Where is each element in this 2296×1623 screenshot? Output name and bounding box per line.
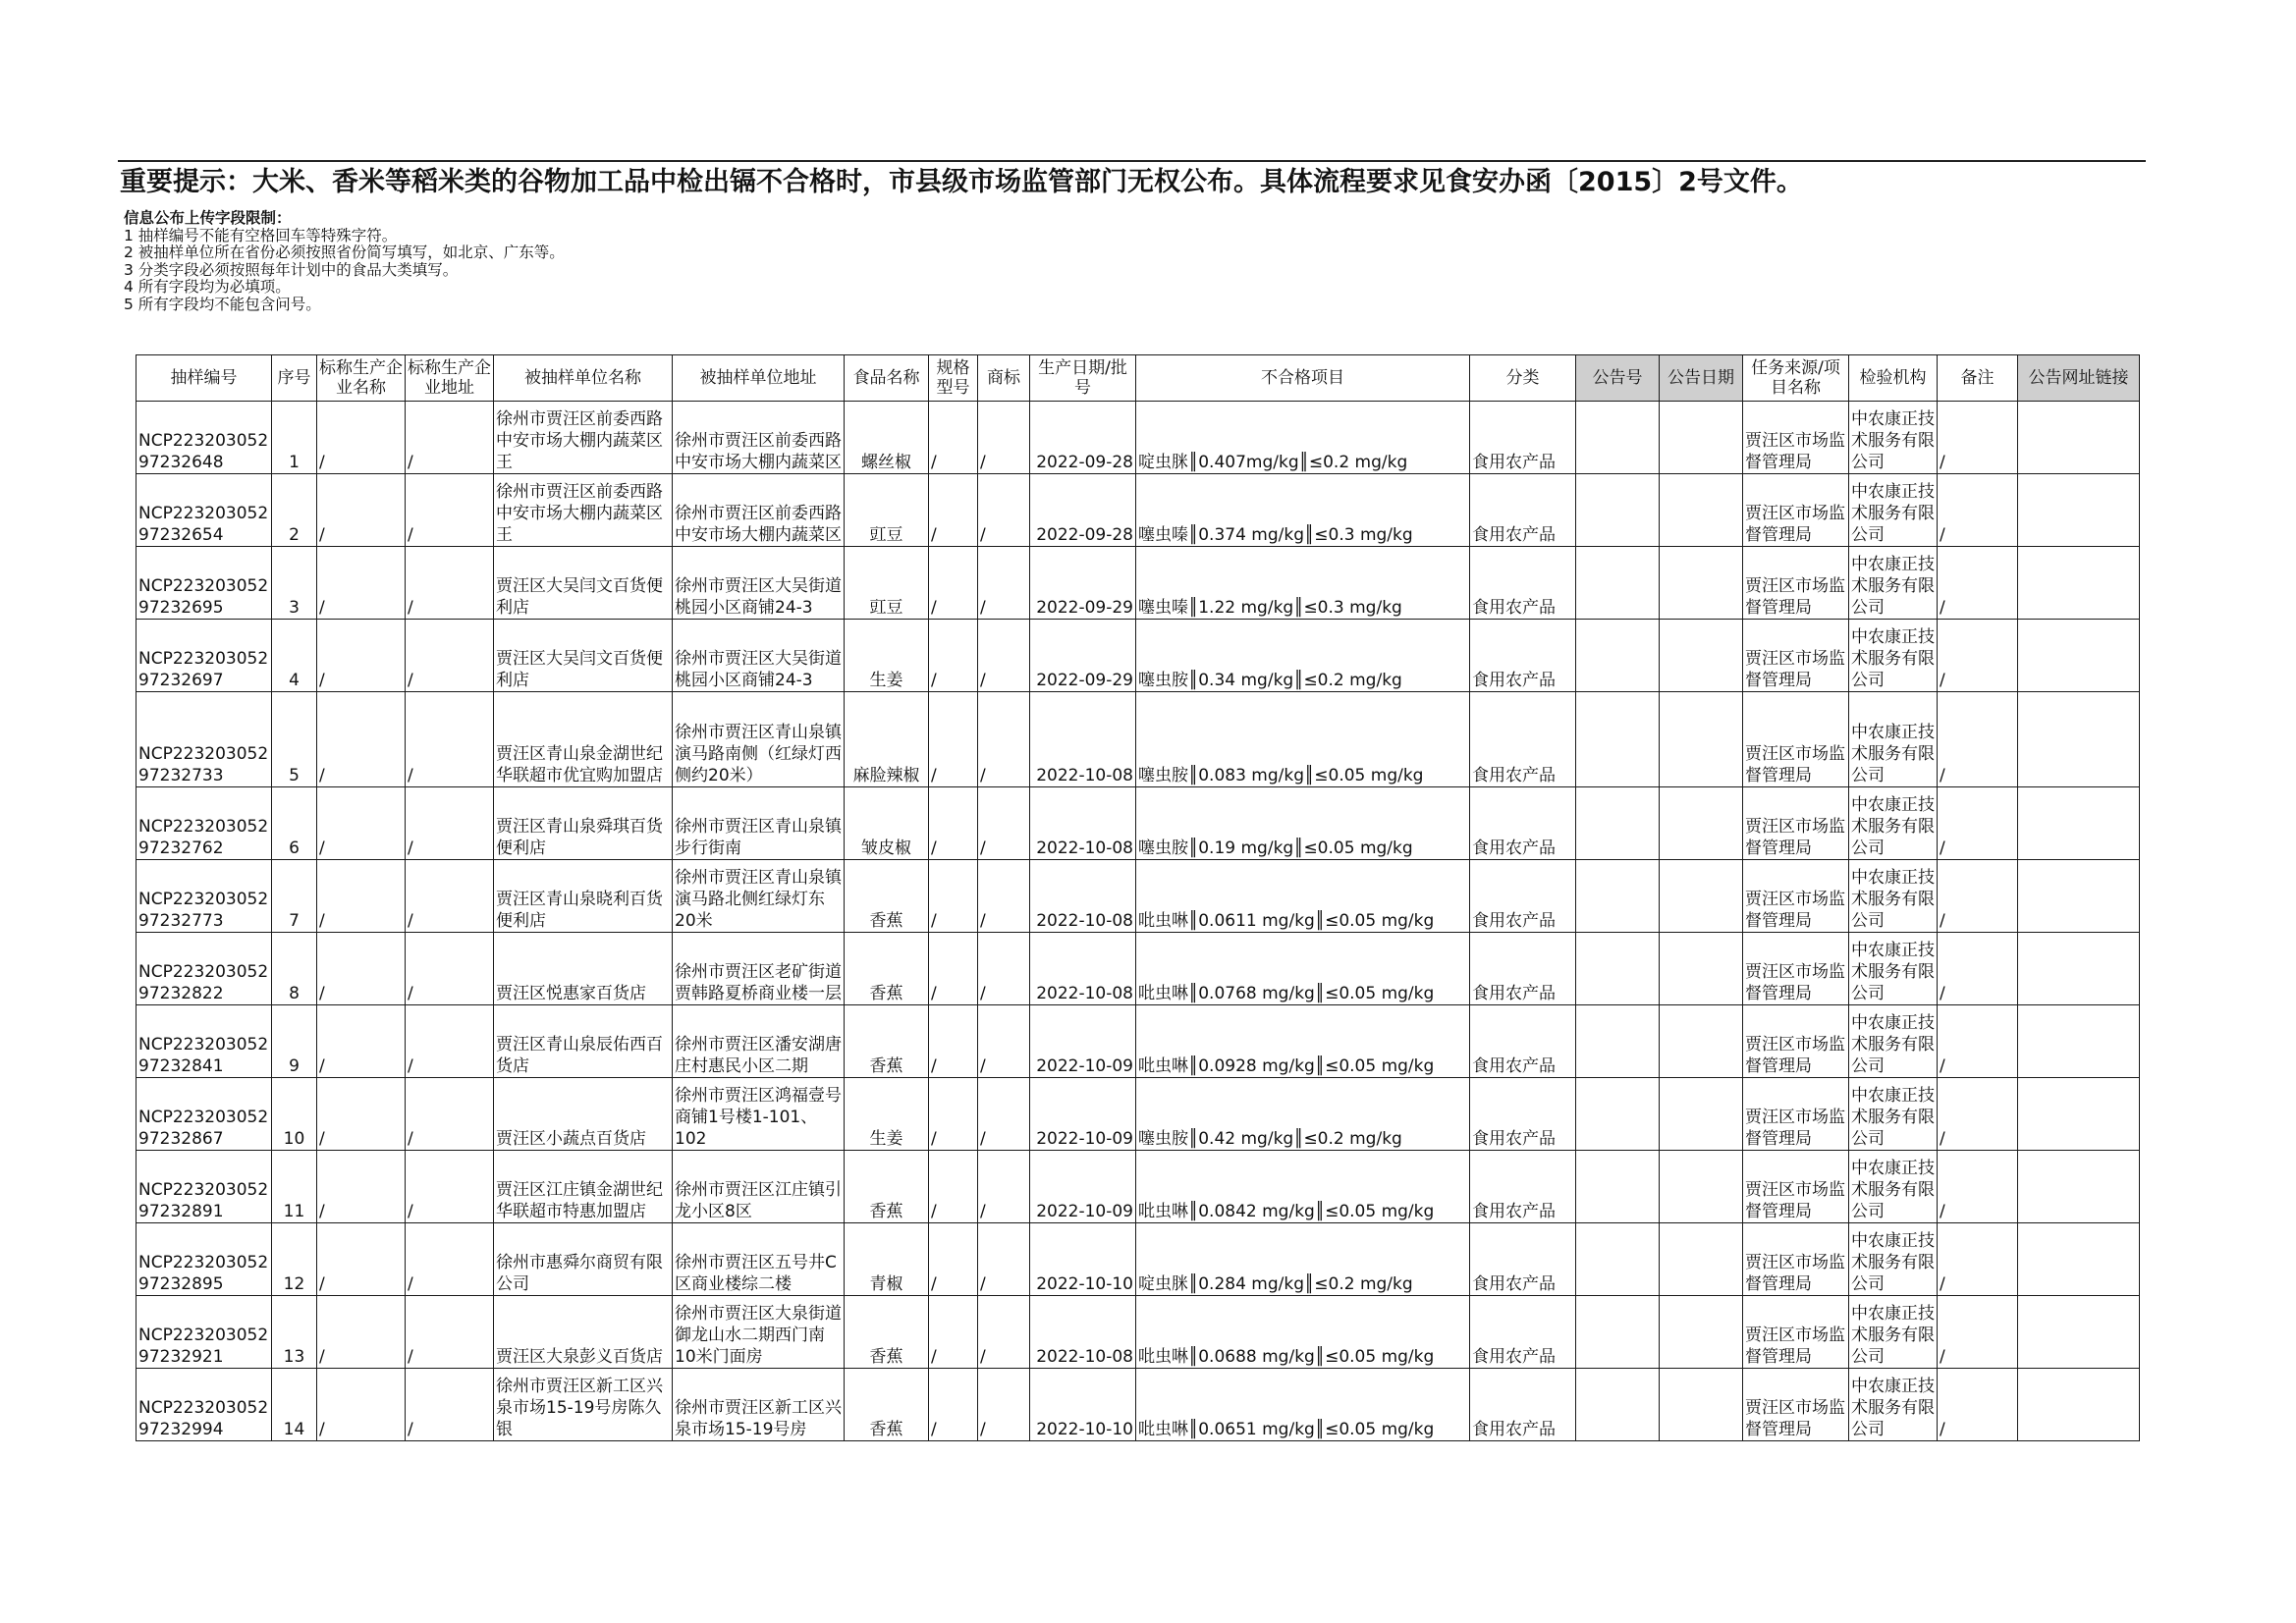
table-row xyxy=(137,1151,2140,1223)
cell-task-source: 贾汪区市场监督管理局 xyxy=(1743,402,1849,474)
cell-task-source: 贾汪区市场监督管理局 xyxy=(1743,860,1849,933)
table-row xyxy=(137,1369,2140,1441)
col-header-unit-name: 被抽样单位名称 xyxy=(494,355,673,402)
cell-spec: / xyxy=(929,692,978,787)
col-header-unit-addr: 被抽样单位地址 xyxy=(673,355,845,402)
cell-seq: 14 xyxy=(272,1369,317,1441)
cell-mfr-name: / xyxy=(317,787,406,860)
cell-seq: 6 xyxy=(272,787,317,860)
cell-brand: / xyxy=(978,787,1030,860)
cell-unit-name: 贾汪区大吴闫文百货便利店 xyxy=(494,620,673,692)
cell-mfr-name: / xyxy=(317,1005,406,1078)
cell-brand: / xyxy=(978,933,1030,1005)
cell-unit-addr: 徐州市贾汪区江庄镇引龙小区8区 xyxy=(673,1151,845,1223)
cell-spec: / xyxy=(929,547,978,620)
col-header-notice-date: 公告日期 xyxy=(1660,355,1743,402)
col-header-source: 任务来源/项目名称 xyxy=(1743,355,1849,402)
cell-food-name: 麻脸辣椒 xyxy=(845,692,929,787)
cell-notice-date xyxy=(1660,933,1743,1005)
upload-field-rules xyxy=(124,210,1302,314)
cell-notice-no xyxy=(1576,474,1660,547)
cell-food-name: 豇豆 xyxy=(845,474,929,547)
cell-sample-code: NCP22320305297232895 xyxy=(137,1223,272,1296)
table-row xyxy=(137,1078,2140,1151)
cell-failed-item: 啶虫脒║0.284 mg/kg║≤0.2 mg/kg xyxy=(1136,1223,1470,1296)
cell-production-date: 2022-10-10 xyxy=(1030,1369,1136,1441)
cell-unit-name: 贾汪区青山泉辰佑西百货店 xyxy=(494,1005,673,1078)
important-notice: 重要提示：大米、香米等稻米类的谷物加工品中检出镉不合格时，市县级市场监管部门无权公布。具体流程要求见食安办函〔2015〕2号文件。 xyxy=(120,167,1803,197)
cell-notice-url xyxy=(2018,620,2140,692)
cell-remark: / xyxy=(1938,1369,2018,1441)
cell-category: 食用农产品 xyxy=(1470,860,1576,933)
cell-unit-name: 贾汪区大泉彭义百货店 xyxy=(494,1296,673,1369)
rule-item: 4 所有字段均为必填项。 xyxy=(124,278,291,297)
cell-sample-code: NCP22320305297232695 xyxy=(137,547,272,620)
cell-category: 食用农产品 xyxy=(1470,1369,1576,1441)
cell-notice-date xyxy=(1660,402,1743,474)
cell-mfr-name: / xyxy=(317,547,406,620)
cell-mfr-name: / xyxy=(317,474,406,547)
cell-failed-item: 噻虫胺║0.42 mg/kg║≤0.2 mg/kg xyxy=(1136,1078,1470,1151)
cell-mfr-name: / xyxy=(317,1369,406,1441)
cell-test-lab: 中农康正技术服务有限公司 xyxy=(1849,933,1938,1005)
cell-test-lab: 中农康正技术服务有限公司 xyxy=(1849,402,1938,474)
cell-failed-item: 吡虫啉║0.0928 mg/kg║≤0.05 mg/kg xyxy=(1136,1005,1470,1078)
sampling-results-table xyxy=(136,354,2140,1441)
cell-production-date: 2022-10-08 xyxy=(1030,692,1136,787)
table-row xyxy=(137,933,2140,1005)
cell-remark: / xyxy=(1938,1296,2018,1369)
cell-mfr-name: / xyxy=(317,402,406,474)
table-row xyxy=(137,692,2140,787)
cell-category: 食用农产品 xyxy=(1470,547,1576,620)
cell-unit-name: 贾汪区青山泉舜琪百货便利店 xyxy=(494,787,673,860)
cell-unit-name: 贾汪区大吴闫文百货便利店 xyxy=(494,547,673,620)
cell-category: 食用农产品 xyxy=(1470,474,1576,547)
cell-remark: / xyxy=(1938,402,2018,474)
cell-sample-code: NCP22320305297232891 xyxy=(137,1151,272,1223)
cell-unit-name: 贾汪区青山泉晓利百货便利店 xyxy=(494,860,673,933)
cell-notice-no xyxy=(1576,620,1660,692)
cell-unit-name: 贾汪区青山泉金湖世纪华联超市优宜购加盟店 xyxy=(494,692,673,787)
col-header-notice-no: 公告号 xyxy=(1576,355,1660,402)
cell-mfr-addr: / xyxy=(406,1296,494,1369)
cell-test-lab: 中农康正技术服务有限公司 xyxy=(1849,1369,1938,1441)
cell-seq: 11 xyxy=(272,1151,317,1223)
cell-remark: / xyxy=(1938,620,2018,692)
cell-failed-item: 噻虫嗪║0.374 mg/kg║≤0.3 mg/kg xyxy=(1136,474,1470,547)
rules-title: 信息公布上传字段限制： xyxy=(124,209,292,227)
cell-task-source: 贾汪区市场监督管理局 xyxy=(1743,1223,1849,1296)
cell-spec: / xyxy=(929,1223,978,1296)
cell-notice-url xyxy=(2018,860,2140,933)
table-row xyxy=(137,787,2140,860)
cell-failed-item: 吡虫啉║0.0688 mg/kg║≤0.05 mg/kg xyxy=(1136,1296,1470,1369)
cell-notice-url xyxy=(2018,787,2140,860)
rule-item: 2 被抽样单位所在省份必须按照省份简写填写，如北京、广东等。 xyxy=(124,243,565,262)
cell-notice-url xyxy=(2018,933,2140,1005)
cell-mfr-addr: / xyxy=(406,787,494,860)
cell-test-lab: 中农康正技术服务有限公司 xyxy=(1849,1005,1938,1078)
cell-mfr-addr: / xyxy=(406,692,494,787)
table-body xyxy=(137,402,2140,1441)
col-header-mfr-name: 标称生产企业名称 xyxy=(317,355,406,402)
cell-notice-url xyxy=(2018,547,2140,620)
cell-category: 食用农产品 xyxy=(1470,1223,1576,1296)
cell-remark: / xyxy=(1938,860,2018,933)
cell-notice-date xyxy=(1660,692,1743,787)
cell-seq: 10 xyxy=(272,1078,317,1151)
cell-seq: 5 xyxy=(272,692,317,787)
cell-notice-url xyxy=(2018,1296,2140,1369)
cell-brand: / xyxy=(978,547,1030,620)
col-header-date: 生产日期/批号 xyxy=(1030,355,1136,402)
cell-mfr-addr: / xyxy=(406,402,494,474)
col-header-lab: 检验机构 xyxy=(1849,355,1938,402)
cell-sample-code: NCP22320305297232867 xyxy=(137,1078,272,1151)
cell-sample-code: NCP22320305297232654 xyxy=(137,474,272,547)
cell-food-name: 香蕉 xyxy=(845,1369,929,1441)
col-header-url: 公告网址链接 xyxy=(2018,355,2140,402)
cell-notice-date xyxy=(1660,1223,1743,1296)
cell-test-lab: 中农康正技术服务有限公司 xyxy=(1849,1296,1938,1369)
cell-notice-url xyxy=(2018,402,2140,474)
cell-sample-code: NCP22320305297232841 xyxy=(137,1005,272,1078)
cell-seq: 8 xyxy=(272,933,317,1005)
cell-category: 食用农产品 xyxy=(1470,933,1576,1005)
top-rule xyxy=(118,160,2146,162)
cell-notice-url xyxy=(2018,692,2140,787)
cell-brand: / xyxy=(978,1151,1030,1223)
cell-mfr-addr: / xyxy=(406,474,494,547)
cell-mfr-addr: / xyxy=(406,1223,494,1296)
cell-mfr-name: / xyxy=(317,692,406,787)
cell-notice-no xyxy=(1576,1151,1660,1223)
cell-notice-url xyxy=(2018,1078,2140,1151)
cell-remark: / xyxy=(1938,1151,2018,1223)
cell-notice-date xyxy=(1660,474,1743,547)
table-row xyxy=(137,1296,2140,1369)
cell-test-lab: 中农康正技术服务有限公司 xyxy=(1849,474,1938,547)
cell-production-date: 2022-09-28 xyxy=(1030,402,1136,474)
cell-production-date: 2022-10-08 xyxy=(1030,933,1136,1005)
cell-test-lab: 中农康正技术服务有限公司 xyxy=(1849,547,1938,620)
cell-test-lab: 中农康正技术服务有限公司 xyxy=(1849,787,1938,860)
col-header-mfr-addr: 标称生产企业地址 xyxy=(406,355,494,402)
cell-notice-date xyxy=(1660,1078,1743,1151)
cell-sample-code: NCP22320305297232822 xyxy=(137,933,272,1005)
cell-spec: / xyxy=(929,1005,978,1078)
table-row xyxy=(137,860,2140,933)
cell-sample-code: NCP22320305297232648 xyxy=(137,402,272,474)
cell-notice-date xyxy=(1660,1151,1743,1223)
cell-spec: / xyxy=(929,402,978,474)
cell-production-date: 2022-09-29 xyxy=(1030,547,1136,620)
cell-spec: / xyxy=(929,620,978,692)
cell-notice-no xyxy=(1576,1296,1660,1369)
cell-remark: / xyxy=(1938,933,2018,1005)
cell-food-name: 香蕉 xyxy=(845,1296,929,1369)
cell-mfr-name: / xyxy=(317,933,406,1005)
cell-category: 食用农产品 xyxy=(1470,620,1576,692)
cell-brand: / xyxy=(978,474,1030,547)
cell-seq: 7 xyxy=(272,860,317,933)
cell-spec: / xyxy=(929,933,978,1005)
table-header-row xyxy=(137,355,2140,402)
cell-test-lab: 中农康正技术服务有限公司 xyxy=(1849,1078,1938,1151)
cell-unit-addr: 徐州市贾汪区大吴街道桃园小区商铺24-3 xyxy=(673,620,845,692)
cell-notice-date xyxy=(1660,1005,1743,1078)
cell-notice-date xyxy=(1660,1369,1743,1441)
cell-failed-item: 吡虫啉║0.0768 mg/kg║≤0.05 mg/kg xyxy=(1136,933,1470,1005)
cell-spec: / xyxy=(929,787,978,860)
cell-notice-date xyxy=(1660,1296,1743,1369)
cell-brand: / xyxy=(978,860,1030,933)
cell-food-name: 生姜 xyxy=(845,620,929,692)
cell-unit-addr: 徐州市贾汪区鸿福壹号商铺1号楼1-101、102 xyxy=(673,1078,845,1151)
col-header-remark: 备注 xyxy=(1938,355,2018,402)
cell-unit-name: 徐州市贾汪区前委西路中安市场大棚内蔬菜区王 xyxy=(494,402,673,474)
cell-mfr-name: / xyxy=(317,1296,406,1369)
cell-category: 食用农产品 xyxy=(1470,692,1576,787)
cell-brand: / xyxy=(978,692,1030,787)
cell-category: 食用农产品 xyxy=(1470,1296,1576,1369)
col-header-brand: 商标 xyxy=(978,355,1030,402)
cell-food-name: 香蕉 xyxy=(845,860,929,933)
cell-production-date: 2022-10-08 xyxy=(1030,860,1136,933)
rule-item: 1 抽样编号不能有空格回车等特殊字符。 xyxy=(124,226,398,244)
cell-spec: / xyxy=(929,1369,978,1441)
cell-failed-item: 噻虫胺║0.083 mg/kg║≤0.05 mg/kg xyxy=(1136,692,1470,787)
cell-notice-url xyxy=(2018,474,2140,547)
rule-item: 5 所有字段均不能包含问号。 xyxy=(124,295,321,313)
cell-notice-no xyxy=(1576,1369,1660,1441)
cell-unit-addr: 徐州市贾汪区青山泉镇演马路南侧（红绿灯西侧约20米） xyxy=(673,692,845,787)
cell-unit-addr: 徐州市贾汪区前委西路中安市场大棚内蔬菜区 xyxy=(673,402,845,474)
cell-brand: / xyxy=(978,1369,1030,1441)
cell-mfr-name: / xyxy=(317,1151,406,1223)
cell-food-name: 青椒 xyxy=(845,1223,929,1296)
cell-task-source: 贾汪区市场监督管理局 xyxy=(1743,1151,1849,1223)
cell-mfr-name: / xyxy=(317,860,406,933)
cell-notice-date xyxy=(1660,787,1743,860)
cell-test-lab: 中农康正技术服务有限公司 xyxy=(1849,620,1938,692)
cell-test-lab: 中农康正技术服务有限公司 xyxy=(1849,1223,1938,1296)
cell-task-source: 贾汪区市场监督管理局 xyxy=(1743,1369,1849,1441)
cell-notice-no xyxy=(1576,1078,1660,1151)
cell-notice-no xyxy=(1576,547,1660,620)
cell-mfr-addr: / xyxy=(406,547,494,620)
cell-food-name: 螺丝椒 xyxy=(845,402,929,474)
table-row xyxy=(137,1223,2140,1296)
table-row xyxy=(137,547,2140,620)
rule-item: 3 分类字段必须按照每年计划中的食品大类填写。 xyxy=(124,260,459,279)
cell-test-lab: 中农康正技术服务有限公司 xyxy=(1849,692,1938,787)
cell-notice-url xyxy=(2018,1151,2140,1223)
cell-unit-name: 徐州市贾汪区前委西路中安市场大棚内蔬菜区王 xyxy=(494,474,673,547)
cell-unit-addr: 徐州市贾汪区新工区兴泉市场15-19号房 xyxy=(673,1369,845,1441)
cell-mfr-name: / xyxy=(317,620,406,692)
cell-unit-addr: 徐州市贾汪区五号井C区商业楼综二楼 xyxy=(673,1223,845,1296)
cell-notice-url xyxy=(2018,1005,2140,1078)
cell-notice-no xyxy=(1576,1005,1660,1078)
cell-task-source: 贾汪区市场监督管理局 xyxy=(1743,1005,1849,1078)
cell-category: 食用农产品 xyxy=(1470,1005,1576,1078)
col-header-spec: 规格型号 xyxy=(929,355,978,402)
cell-test-lab: 中农康正技术服务有限公司 xyxy=(1849,860,1938,933)
table-row xyxy=(137,1005,2140,1078)
cell-unit-name: 徐州市惠舜尔商贸有限公司 xyxy=(494,1223,673,1296)
cell-failed-item: 吡虫啉║0.0651 mg/kg║≤0.05 mg/kg xyxy=(1136,1369,1470,1441)
cell-unit-name: 贾汪区悦惠家百货店 xyxy=(494,933,673,1005)
cell-sample-code: NCP22320305297232773 xyxy=(137,860,272,933)
cell-sample-code: NCP22320305297232921 xyxy=(137,1296,272,1369)
table-row xyxy=(137,402,2140,474)
cell-failed-item: 噻虫胺║0.19 mg/kg║≤0.05 mg/kg xyxy=(1136,787,1470,860)
cell-remark: / xyxy=(1938,692,2018,787)
col-header-seq: 序号 xyxy=(272,355,317,402)
cell-food-name: 香蕉 xyxy=(845,933,929,1005)
cell-spec: / xyxy=(929,860,978,933)
cell-notice-no xyxy=(1576,860,1660,933)
col-header-food: 食品名称 xyxy=(845,355,929,402)
cell-mfr-addr: / xyxy=(406,860,494,933)
cell-notice-url xyxy=(2018,1223,2140,1296)
cell-notice-date xyxy=(1660,547,1743,620)
cell-task-source: 贾汪区市场监督管理局 xyxy=(1743,547,1849,620)
cell-production-date: 2022-10-09 xyxy=(1030,1078,1136,1151)
cell-mfr-addr: / xyxy=(406,1078,494,1151)
cell-notice-date xyxy=(1660,620,1743,692)
cell-failed-item: 噻虫胺║0.34 mg/kg║≤0.2 mg/kg xyxy=(1136,620,1470,692)
cell-remark: / xyxy=(1938,1005,2018,1078)
cell-remark: / xyxy=(1938,547,2018,620)
cell-production-date: 2022-10-09 xyxy=(1030,1151,1136,1223)
cell-category: 食用农产品 xyxy=(1470,1078,1576,1151)
cell-mfr-addr: / xyxy=(406,620,494,692)
cell-seq: 4 xyxy=(272,620,317,692)
cell-mfr-addr: / xyxy=(406,1369,494,1441)
cell-seq: 3 xyxy=(272,547,317,620)
cell-brand: / xyxy=(978,402,1030,474)
cell-sample-code: NCP22320305297232994 xyxy=(137,1369,272,1441)
cell-mfr-addr: / xyxy=(406,933,494,1005)
cell-unit-addr: 徐州市贾汪区青山泉镇演马路北侧红绿灯东20米 xyxy=(673,860,845,933)
cell-test-lab: 中农康正技术服务有限公司 xyxy=(1849,1151,1938,1223)
cell-seq: 13 xyxy=(272,1296,317,1369)
cell-task-source: 贾汪区市场监督管理局 xyxy=(1743,1296,1849,1369)
cell-unit-addr: 徐州市贾汪区潘安湖唐庄村惠民小区二期 xyxy=(673,1005,845,1078)
cell-task-source: 贾汪区市场监督管理局 xyxy=(1743,1078,1849,1151)
cell-remark: / xyxy=(1938,787,2018,860)
cell-category: 食用农产品 xyxy=(1470,402,1576,474)
col-header-code: 抽样编号 xyxy=(137,355,272,402)
cell-task-source: 贾汪区市场监督管理局 xyxy=(1743,474,1849,547)
cell-remark: / xyxy=(1938,474,2018,547)
cell-spec: / xyxy=(929,1151,978,1223)
cell-food-name: 香蕉 xyxy=(845,1005,929,1078)
cell-seq: 1 xyxy=(272,402,317,474)
cell-notice-no xyxy=(1576,1223,1660,1296)
cell-notice-no xyxy=(1576,787,1660,860)
cell-unit-addr: 徐州市贾汪区青山泉镇步行街南 xyxy=(673,787,845,860)
cell-mfr-name: / xyxy=(317,1223,406,1296)
cell-failed-item: 啶虫脒║0.407mg/kg║≤0.2 mg/kg xyxy=(1136,402,1470,474)
table-row xyxy=(137,620,2140,692)
col-header-item: 不合格项目 xyxy=(1136,355,1470,402)
cell-task-source: 贾汪区市场监督管理局 xyxy=(1743,692,1849,787)
cell-production-date: 2022-10-08 xyxy=(1030,787,1136,860)
cell-unit-name: 徐州市贾汪区新工区兴泉市场15-19号房陈久银 xyxy=(494,1369,673,1441)
cell-unit-name: 贾汪区江庄镇金湖世纪华联超市特惠加盟店 xyxy=(494,1151,673,1223)
cell-mfr-addr: / xyxy=(406,1005,494,1078)
cell-unit-addr: 徐州市贾汪区老矿街道贾韩路夏桥商业楼一层 xyxy=(673,933,845,1005)
cell-mfr-addr: / xyxy=(406,1151,494,1223)
cell-notice-no xyxy=(1576,933,1660,1005)
cell-food-name: 生姜 xyxy=(845,1078,929,1151)
cell-production-date: 2022-09-28 xyxy=(1030,474,1136,547)
cell-mfr-name: / xyxy=(317,1078,406,1151)
cell-brand: / xyxy=(978,1078,1030,1151)
cell-task-source: 贾汪区市场监督管理局 xyxy=(1743,933,1849,1005)
col-header-category: 分类 xyxy=(1470,355,1576,402)
cell-notice-date xyxy=(1660,860,1743,933)
cell-brand: / xyxy=(978,1223,1030,1296)
cell-failed-item: 吡虫啉║0.0611 mg/kg║≤0.05 mg/kg xyxy=(1136,860,1470,933)
cell-brand: / xyxy=(978,620,1030,692)
cell-food-name: 豇豆 xyxy=(845,547,929,620)
cell-spec: / xyxy=(929,474,978,547)
cell-spec: / xyxy=(929,1078,978,1151)
cell-food-name: 香蕉 xyxy=(845,1151,929,1223)
cell-spec: / xyxy=(929,1296,978,1369)
cell-unit-name: 贾汪区小蔬点百货店 xyxy=(494,1078,673,1151)
table-row xyxy=(137,474,2140,547)
cell-notice-no xyxy=(1576,692,1660,787)
cell-unit-addr: 徐州市贾汪区大吴街道桃园小区商铺24-3 xyxy=(673,547,845,620)
cell-production-date: 2022-10-10 xyxy=(1030,1223,1136,1296)
cell-remark: / xyxy=(1938,1223,2018,1296)
cell-seq: 9 xyxy=(272,1005,317,1078)
cell-production-date: 2022-09-29 xyxy=(1030,620,1136,692)
cell-category: 食用农产品 xyxy=(1470,1151,1576,1223)
cell-sample-code: NCP22320305297232697 xyxy=(137,620,272,692)
cell-notice-url xyxy=(2018,1369,2140,1441)
cell-production-date: 2022-10-09 xyxy=(1030,1005,1136,1078)
cell-remark: / xyxy=(1938,1078,2018,1151)
cell-failed-item: 吡虫啉║0.0842 mg/kg║≤0.05 mg/kg xyxy=(1136,1151,1470,1223)
cell-category: 食用农产品 xyxy=(1470,787,1576,860)
cell-notice-no xyxy=(1576,402,1660,474)
cell-seq: 12 xyxy=(272,1223,317,1296)
cell-brand: / xyxy=(978,1296,1030,1369)
cell-task-source: 贾汪区市场监督管理局 xyxy=(1743,620,1849,692)
cell-sample-code: NCP22320305297232762 xyxy=(137,787,272,860)
cell-sample-code: NCP22320305297232733 xyxy=(137,692,272,787)
cell-food-name: 皱皮椒 xyxy=(845,787,929,860)
cell-seq: 2 xyxy=(272,474,317,547)
cell-task-source: 贾汪区市场监督管理局 xyxy=(1743,787,1849,860)
cell-production-date: 2022-10-08 xyxy=(1030,1296,1136,1369)
cell-unit-addr: 徐州市贾汪区前委西路中安市场大棚内蔬菜区 xyxy=(673,474,845,547)
cell-brand: / xyxy=(978,1005,1030,1078)
cell-failed-item: 噻虫嗪║1.22 mg/kg║≤0.3 mg/kg xyxy=(1136,547,1470,620)
cell-unit-addr: 徐州市贾汪区大泉街道御龙山水二期西门南10米门面房 xyxy=(673,1296,845,1369)
